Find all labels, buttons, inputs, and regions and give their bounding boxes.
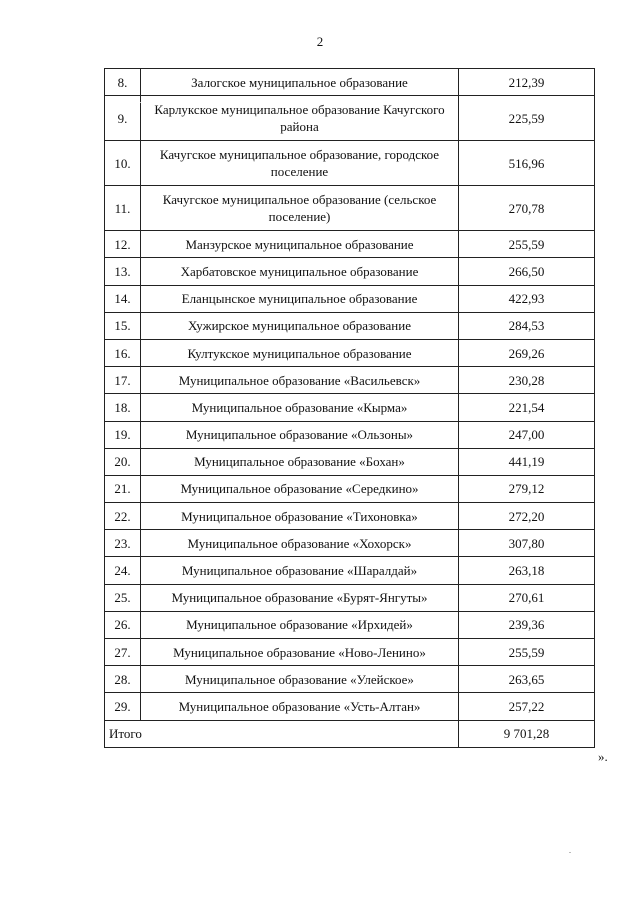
amount-value: 239,36 xyxy=(459,611,595,638)
table-row xyxy=(105,557,595,584)
amount-value: 230,28 xyxy=(459,367,595,394)
amount-value: 255,59 xyxy=(459,231,595,258)
municipality-name: Муниципальное образование «Ользоны» xyxy=(141,421,459,448)
row-number: 28. xyxy=(105,666,141,693)
table-row xyxy=(105,611,595,638)
allocation-table xyxy=(104,68,595,748)
scan-speck xyxy=(140,102,141,103)
amount-value: 270,61 xyxy=(459,584,595,611)
table-row xyxy=(105,258,595,285)
municipality-name: Харбатовское муниципальное образование xyxy=(141,258,459,285)
page-number: 2 xyxy=(316,34,324,49)
total-value: 9 701,28 xyxy=(459,720,595,747)
row-number: 11. xyxy=(105,186,141,231)
row-number: 15. xyxy=(105,312,141,339)
amount-value: 422,93 xyxy=(459,285,595,312)
closing-quote-mark: ». xyxy=(598,749,608,764)
row-number: 10. xyxy=(105,141,141,186)
table-row xyxy=(105,421,595,448)
scan-speck xyxy=(569,852,571,853)
row-number: 19. xyxy=(105,421,141,448)
table-row xyxy=(105,530,595,557)
municipality-name: Муниципальное образование «Ново-Ленино» xyxy=(141,639,459,666)
municipality-name: Муниципальное образование «Бохан» xyxy=(141,448,459,475)
row-number: 27. xyxy=(105,639,141,666)
amount-value: 284,53 xyxy=(459,312,595,339)
amount-value: 263,18 xyxy=(459,557,595,584)
amount-value: 255,59 xyxy=(459,639,595,666)
table-row xyxy=(105,394,595,421)
municipality-name: Залогское муниципальное образование xyxy=(141,69,459,96)
total-row xyxy=(105,720,595,747)
municipality-name: Манзурское муниципальное образование xyxy=(141,231,459,258)
total-label: Итого xyxy=(105,720,459,747)
row-number: 22. xyxy=(105,503,141,530)
table-row xyxy=(105,141,595,186)
table-row xyxy=(105,666,595,693)
row-number: 29. xyxy=(105,693,141,720)
table-row xyxy=(105,367,595,394)
amount-value: 272,20 xyxy=(459,503,595,530)
table-body xyxy=(105,69,595,748)
municipality-name: Карлукское муниципальное образование Качугского района xyxy=(141,96,459,141)
table-row xyxy=(105,69,595,96)
amount-value: 307,80 xyxy=(459,530,595,557)
table-row xyxy=(105,285,595,312)
row-number: 21. xyxy=(105,475,141,502)
amount-value: 247,00 xyxy=(459,421,595,448)
municipality-name: Хужирское муниципальное образование xyxy=(141,312,459,339)
municipality-name: Качугское муниципальное образование, городское поселение xyxy=(141,141,459,186)
row-number: 20. xyxy=(105,448,141,475)
row-number: 14. xyxy=(105,285,141,312)
table-row xyxy=(105,312,595,339)
row-number: 17. xyxy=(105,367,141,394)
municipality-name: Муниципальное образование «Улейское» xyxy=(141,666,459,693)
municipality-name: Еланцынское муниципальное образование xyxy=(141,285,459,312)
municipality-name: Муниципальное образование «Усть-Алтан» xyxy=(141,693,459,720)
amount-value: 221,54 xyxy=(459,394,595,421)
row-number: 8. xyxy=(105,69,141,96)
municipality-name: Муниципальное образование «Бурят-Янгуты» xyxy=(141,584,459,611)
table-row xyxy=(105,693,595,720)
municipality-name: Муниципальное образование «Шаралдай» xyxy=(141,557,459,584)
amount-value: 441,19 xyxy=(459,448,595,475)
row-number: 16. xyxy=(105,339,141,366)
municipality-name: Качугское муниципальное образование (сельское поселение) xyxy=(141,186,459,231)
table-row xyxy=(105,231,595,258)
table-row xyxy=(105,475,595,502)
municipality-name: Муниципальное образование «Кырма» xyxy=(141,394,459,421)
municipality-name: Муниципальное образование «Ирхидей» xyxy=(141,611,459,638)
amount-value: 266,50 xyxy=(459,258,595,285)
row-number: 24. xyxy=(105,557,141,584)
table-row xyxy=(105,584,595,611)
amount-value: 269,26 xyxy=(459,339,595,366)
municipality-name: Муниципальное образование «Тихоновка» xyxy=(141,503,459,530)
row-number: 23. xyxy=(105,530,141,557)
amount-value: 516,96 xyxy=(459,141,595,186)
row-number: 9. xyxy=(105,96,141,141)
table-row xyxy=(105,186,595,231)
row-number: 12. xyxy=(105,231,141,258)
row-number: 18. xyxy=(105,394,141,421)
row-number: 26. xyxy=(105,611,141,638)
amount-value: 270,78 xyxy=(459,186,595,231)
row-number: 25. xyxy=(105,584,141,611)
table-row xyxy=(105,96,595,141)
row-number: 13. xyxy=(105,258,141,285)
municipality-name: Муниципальное образование «Хохорск» xyxy=(141,530,459,557)
table-row xyxy=(105,503,595,530)
amount-value: 225,59 xyxy=(459,96,595,141)
municipality-name: Муниципальное образование «Середкино» xyxy=(141,475,459,502)
amount-value: 257,22 xyxy=(459,693,595,720)
amount-value: 263,65 xyxy=(459,666,595,693)
amount-value: 212,39 xyxy=(459,69,595,96)
municipality-name: Култукское муниципальное образование xyxy=(141,339,459,366)
table-row xyxy=(105,448,595,475)
table-row xyxy=(105,639,595,666)
amount-value: 279,12 xyxy=(459,475,595,502)
table-row xyxy=(105,339,595,366)
municipality-name: Муниципальное образование «Васильевск» xyxy=(141,367,459,394)
